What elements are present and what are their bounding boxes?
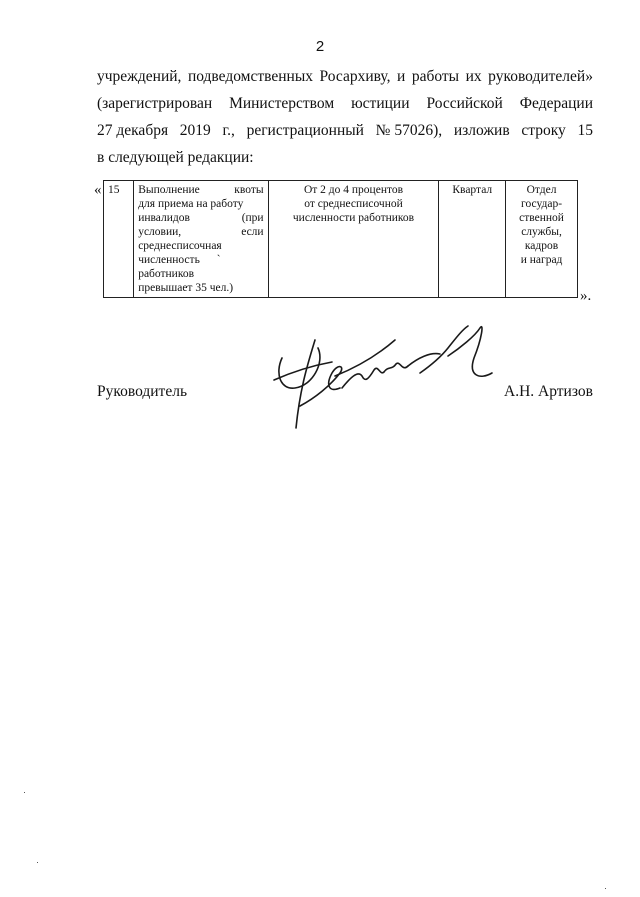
opening-quote: « — [94, 182, 102, 198]
signatory-title: Руководитель — [97, 383, 188, 400]
paragraph-line-2: (зарегистрирован Министерством юстиции Российской Федерации — [97, 95, 593, 112]
signatory-name: А.Н. Артизов — [504, 383, 593, 400]
closing-quote: ». — [580, 288, 592, 304]
paragraph-line-3: 27 декабря 2019 г., регистрационный № 57026), изложив строку 15 — [97, 122, 593, 139]
row-number: 15 — [104, 181, 134, 298]
table-row — [104, 181, 578, 298]
scan-speck — [37, 862, 38, 863]
amendment-table — [103, 180, 578, 298]
page-number: 2 — [315, 38, 325, 55]
row-period: Квартал — [439, 181, 506, 298]
paragraph-line-1: учреждений, подведомственных Росархиву, и работы их руководителей» — [97, 68, 593, 85]
handwritten-signature — [270, 318, 500, 433]
scan-speck — [605, 888, 606, 889]
scan-speck — [24, 792, 25, 793]
intro-paragraph — [97, 63, 593, 171]
row-responsible: Отдел государ- ственной службы, кадров и наград — [506, 181, 578, 298]
row-description: Выполнение квоты для приема на работу инвалидов (при условии, если среднесписочная численность ` работников превышает 35 чел.) — [134, 181, 268, 298]
row-norm: От 2 до 4 процентов от среднесписочной численности работников — [268, 181, 439, 298]
paragraph-line-4: в следующей редакции: — [97, 149, 254, 166]
